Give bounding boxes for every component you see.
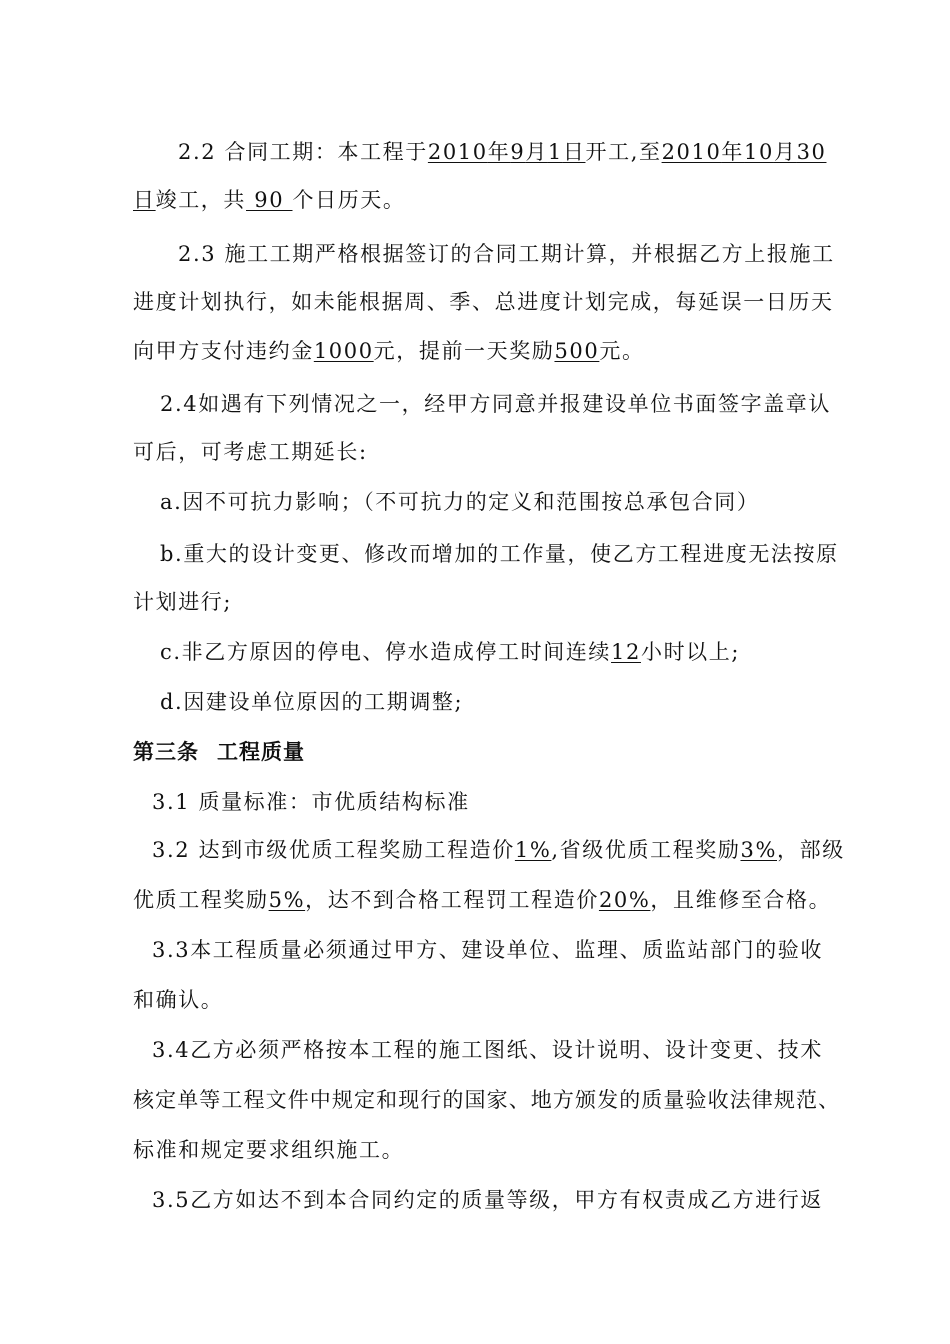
clause-2-3-line-3: 向甲方支付违约金1000元，提前一天奖励500元。 (133, 339, 645, 363)
clause-3-4-line-3: 标准和规定要求组织施工。 (133, 1138, 405, 1162)
clause-3-4-line-1: 3.4乙方必须严格按本工程的施工图纸、设计说明、设计变更、技术 (152, 1038, 823, 1062)
outage-hours: 12 (611, 640, 641, 664)
province-award-percent: 3% (740, 838, 777, 862)
clause-2-2-line-2: 日竣工，共 90 个日历天。 (133, 188, 406, 212)
end-day: 30 (796, 140, 827, 164)
clause-3-2-line-1: 3.2 达到市级优质工程奖励工程造价1%,省级优质工程奖励3%，部级 (152, 838, 845, 862)
reward-amount: 500 (554, 339, 600, 363)
clause-2-4-line-1: 2.4如遇有下列情况之一，经甲方同意并报建设单位书面签字盖章认 (160, 392, 831, 416)
clause-2-4-item-b-line-2: 计划进行; (133, 590, 233, 614)
clause-number: 2.3 (178, 242, 217, 266)
clause-3-3-line-1: 3.3本工程质量必须通过甲方、建设单位、监理、质监站部门的验收 (152, 938, 823, 962)
clause-2-3-line-1: 2.3 施工工期严格根据签订的合同工期计算，并根据乙方上报施工 (178, 242, 835, 266)
clause-2-4-line-2: 可后，可考虑工期延长: (133, 440, 368, 464)
clause-2-3-line-2: 进度计划执行，如未能根据周、季、总进度计划完成，每延误一日历天 (133, 290, 834, 314)
ministry-award-percent: 5% (268, 888, 306, 912)
clause-number: 3.2 (152, 838, 191, 862)
clause-number: 2.2 (178, 140, 217, 164)
clause-3-5-line-1: 3.5乙方如达不到本合同约定的质量等级，甲方有权责成乙方进行返 (152, 1188, 823, 1212)
end-year: 2010 (661, 140, 722, 164)
end-month: 10 (744, 140, 774, 164)
clause-2-4-item-a: a.因不可抗力影响；（不可抗力的定义和范围按总承包合同） (160, 490, 760, 514)
duration-days: 90 (246, 188, 293, 212)
clause-text: 合同工期：本工程于 (224, 140, 428, 164)
article-3-heading (133, 738, 305, 766)
article-title: 工程质量 (217, 739, 305, 764)
article-label: 第三条 (133, 739, 199, 764)
start-year: 2010 (427, 140, 488, 164)
penalty-percent: 20% (598, 888, 651, 912)
city-award-percent: 1% (514, 838, 552, 862)
start-day: 1 (547, 140, 563, 164)
clause-number: 3.1 (152, 790, 191, 814)
clause-2-4-item-d: d.因建设单位原因的工期调整; (160, 690, 464, 714)
clause-3-3-line-2: 和确认。 (133, 988, 224, 1012)
clause-2-2-line-1: 2.2 合同工期：本工程于2010年9月1日开工,至2010年10月30 (178, 140, 827, 164)
clause-2-4-item-c: c.非乙方原因的停电、停水造成停工时间连续12小时以上; (160, 640, 741, 664)
clause-3-2-line-2: 优质工程奖励5%，达不到合格工程罚工程造价20%，且维修至合格。 (133, 888, 832, 912)
clause-2-4-item-b-line-1: b.重大的设计变更、修改而增加的工作量，使乙方工程进度无法按原 (160, 542, 839, 566)
penalty-amount: 1000 (313, 339, 374, 363)
clause-3-4-line-2: 核定单等工程文件中规定和现行的国家、地方颁发的质量验收法律规范、 (133, 1088, 841, 1112)
start-month: 9 (510, 140, 526, 164)
clause-3-1: 3.1 质量标准：市优质结构标准 (152, 790, 470, 814)
